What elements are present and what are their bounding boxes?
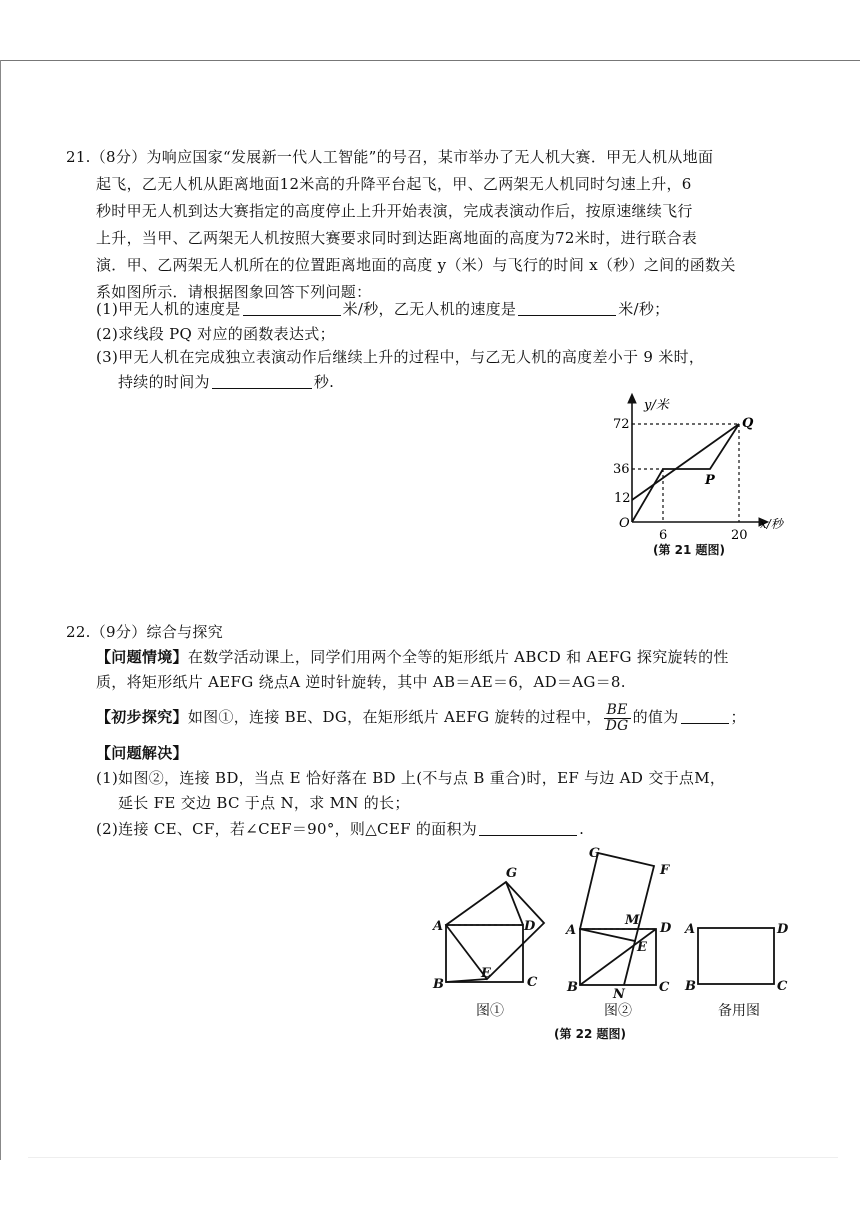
q22-scenario-text-1: 在数学活动课上，同学们用两个全等的矩形纸片 ABCD 和 AEFG 探究旋转的性 <box>187 648 729 666</box>
fraction-numerator: BE <box>604 703 631 719</box>
q22-s2-text-a: (2)连接 CE、CF，若∠CEF＝90°，则△CEF 的面积为 <box>96 820 478 838</box>
fig1-line-dg <box>506 882 523 925</box>
q21-p3-text-c: 秒. <box>313 373 335 391</box>
q21-p1-text-b: 米/秒，乙无人机的速度是 <box>342 300 517 318</box>
fig1-label-a: A <box>433 919 444 934</box>
q22-solve-tag: 【问题解决】 <box>96 744 188 762</box>
q22-caption: (第 22 题图) <box>554 1027 627 1041</box>
q22-explore-text-c: ； <box>730 708 746 726</box>
tick-x6: 6 <box>659 528 668 543</box>
q22-s2-text-b: . <box>579 820 585 838</box>
fig3-label-b: B <box>685 979 696 994</box>
q21-part-3-line-1: (3)甲无人机在完成独立表演动作后继续上升的过程中，与乙无人机的高度差小于 9 米时， <box>96 348 705 366</box>
fig2-label-m: M <box>625 913 640 928</box>
fig2-label-f: F <box>660 863 670 878</box>
fig2-label-d: D <box>660 921 672 936</box>
fraction-denominator: DG <box>605 717 629 734</box>
q22-solve-1-line-2: 延长 FE 交边 BC 于点 N，求 MN 的长； <box>118 794 410 812</box>
q22-explore-tag: 【初步探究】 <box>96 708 188 726</box>
q22-scenario-tag: 【问题情境】 <box>96 648 188 666</box>
q21-line-2: 起飞，乙无人机从距离地面12米高的升降平台起飞，甲、乙两架无人机同时匀速上升，6 <box>96 175 692 193</box>
fig1-label-d: D <box>524 919 536 934</box>
y-axis-label: y/米 <box>644 398 669 413</box>
q21-line-3: 秒时甲无人机到达大赛指定的高度停止上升开始表演，完成表演动作后，按原速继续飞行 <box>96 202 693 220</box>
fig2-label-e: E <box>637 940 647 955</box>
fig1-label-b: B <box>433 977 444 992</box>
point-p-label: P <box>705 473 715 488</box>
tick-72: 72 <box>613 417 630 432</box>
fig3-label-a: A <box>685 922 696 937</box>
q21-line-5: 演．甲、乙两架无人机所在的位置距离地面的高度 y（米）与飞行的时间 x（秒）之间的函数关 <box>96 256 736 274</box>
point-q-label: Q <box>742 416 754 431</box>
tick-36: 36 <box>613 462 630 477</box>
fig2-label-n: N <box>613 987 625 1002</box>
fig2-label-a: A <box>566 923 577 938</box>
q21-p3-text-b: 持续的时间为 <box>118 373 210 391</box>
fig2-caption: 图② <box>604 1003 632 1019</box>
fig3-rect-abcd <box>698 928 774 984</box>
fig1-label-c: C <box>527 975 538 990</box>
tick-12: 12 <box>614 491 631 506</box>
origin-label: O <box>619 516 630 531</box>
fig1-label-g: G <box>506 866 518 881</box>
fig1-label-e: E <box>481 966 491 981</box>
q21-caption: (第 21 题图) <box>653 543 726 557</box>
fig1-caption: 图① <box>476 1003 504 1019</box>
q21-p1-text-c: 米/秒； <box>618 300 670 318</box>
fig2-label-c: C <box>659 980 670 995</box>
q22-explore-text-a: 如图①，连接 BE、DG，在矩形纸片 AEFG 旋转的过程中， <box>187 708 602 726</box>
fig2-label-g: G <box>589 846 601 861</box>
fig3-caption: 备用图 <box>718 1003 760 1019</box>
q22-title: 22.（9分）综合与探究 <box>66 623 223 641</box>
q22-scenario-line-2: 质，将矩形纸片 AEFG 绕点A 逆时针旋转，其中 AB＝AE＝6，AD＝AG＝8. <box>96 673 626 691</box>
q22-explore-text-b: 的值为 <box>632 708 679 726</box>
q21-line-1: 21.（8分）为响应国家“发展新一代人工智能”的号召，某市举办了无人机大赛．甲无人机从地面 <box>66 148 714 166</box>
fig2-rect-aefg <box>580 853 654 941</box>
x-axis-label: x/秒 <box>760 517 783 531</box>
q21-line-6: 系如图所示．请根据图象回答下列问题： <box>96 283 372 301</box>
fig3-label-c: C <box>777 979 788 994</box>
q21-line-4: 上升，当甲、乙两架无人机按照大赛要求同时到达距离地面的高度为72米时，进行联合表 <box>96 229 698 247</box>
figure-2 <box>580 853 656 985</box>
tick-x20: 20 <box>731 528 748 543</box>
figure-3 <box>698 928 774 984</box>
q21-part-2: (2)求线段 PQ 对应的函数表达式； <box>96 325 335 343</box>
q21-p1-text-a: (1)甲无人机的速度是 <box>96 300 241 318</box>
fig3-label-d: D <box>777 922 789 937</box>
q22-solve-1-line-1: (1)如图②，连接 BD，当点 E 恰好落在 BD 上(不与点 B 重合)时，EF 与边 AD 交于点M， <box>96 769 726 787</box>
fig2-label-b: B <box>567 980 578 995</box>
